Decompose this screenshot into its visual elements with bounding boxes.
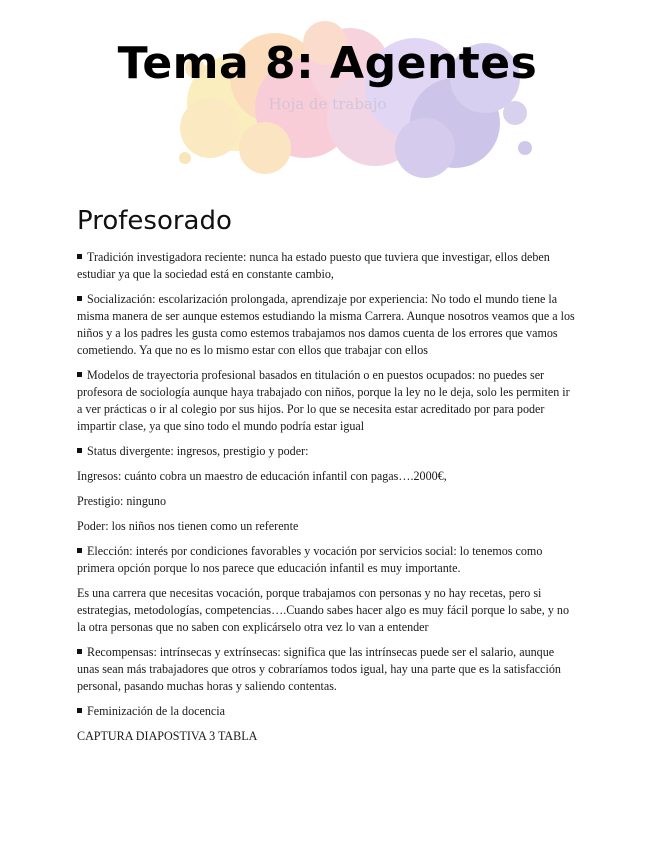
paragraph: Tradición investigadora reciente: nunca ha estado puesto que tuviera que investigar, ellos deben estudiar ya que la sociedad está en constante cambio, — [77, 250, 550, 281]
square-bullet-icon — [77, 548, 82, 553]
paragraph: Poder: los niños nos tienen como un referente — [77, 519, 299, 533]
paragraph: CAPTURA DIAPOSTIVA 3 TABLA — [77, 729, 258, 743]
square-bullet-icon — [77, 649, 82, 654]
paragraph: Elección: interés por condiciones favorables y vocación por servicios social: lo tenemos como primera opción porque lo nos parece que educación infantil es muy importante. — [77, 544, 543, 575]
page-title: Tema 8: Agentes — [117, 38, 538, 89]
square-bullet-icon — [77, 372, 82, 377]
paragraph: Recompensas: intrínsecas y extrínsecas: significa que las intrínsecas puede ser el salario, aunque unas sean más trabajadores que otros y cobraríamos todos igual, hay una parte que es la satisfacción personal, pasando muchas horas y saliendo contentas. — [77, 645, 561, 693]
paragraph: Feminización de la docencia — [77, 703, 577, 720]
square-bullet-icon — [77, 296, 82, 301]
square-bullet-icon — [77, 448, 82, 453]
header-faint-text: Hoja de trabajo — [268, 95, 387, 113]
paragraph: Socialización: escolarización prolongada, aprendizaje por experiencia: No todo el mundo tiene la misma manera de ser aunque estemos estudiando la misma Carrera. Aunque nosotros veamos que a los niños y a los padres les gusta como estemos trabajamos nos damos cuenta de los errores que vamos cometiendo. Ya que no es lo mismo estar con ellos que trabajar con ellos — [77, 292, 575, 357]
paragraph: Ingresos: cuánto cobra un maestro de educación infantil con pagas….2000€, — [77, 469, 447, 483]
paragraph: Es una carrera que necesitas vocación, porque trabajamos con personas y no hay recetas, pero si estrategias, metodologías, competencias….Cuando sabes hacer algo es muy fácil porque lo sabe, y no la otra personas que no saben con explicárselo otra vez lo van a entender — [77, 586, 569, 634]
section-heading: Profesorado — [77, 206, 232, 236]
square-bullet-icon — [77, 254, 82, 259]
document-body — [77, 205, 577, 753]
square-bullet-icon — [77, 708, 82, 713]
paragraph: Status divergente: ingresos, prestigio y poder: — [77, 443, 577, 460]
paragraph: Modelos de trayectoria profesional basados en titulación o en puestos ocupados: no puedes ser profesora de sociología aunque haya trabajado con niños, porque la ley no le deja, solo les permiten ir a ver prácticas o ir al colegio por sus hijos. Por lo que se necesita estar acreditado por para poder impartir clase, ya que sino todo el mundo podría estar igual — [77, 368, 570, 433]
paragraph: Prestigio: ninguno — [77, 494, 167, 508]
